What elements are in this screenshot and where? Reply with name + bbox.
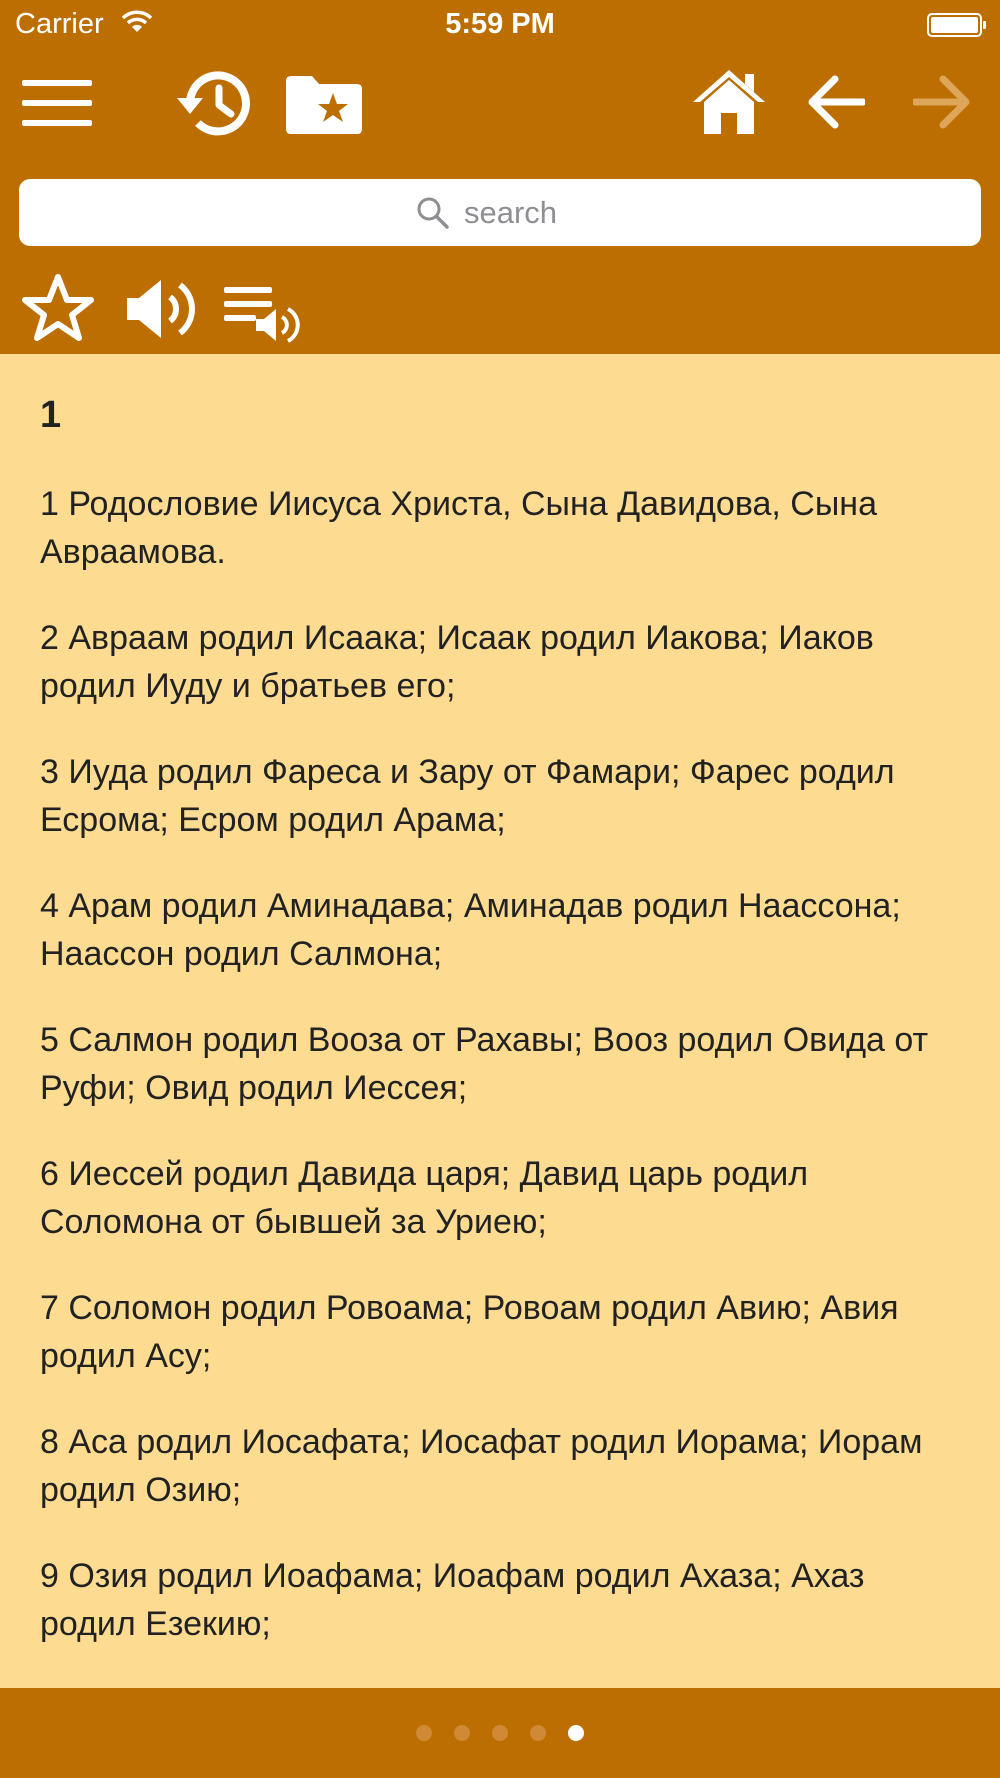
- chapter-number: 1: [40, 394, 62, 436]
- home-icon[interactable]: [693, 68, 765, 134]
- verse[interactable]: 6 Иессей родил Давида царя; Давид царь родил Соломона от бывшей за Уриею;: [40, 1155, 809, 1241]
- page-dot[interactable]: [416, 1725, 432, 1741]
- verse[interactable]: 2 Авраам родил Исаака; Исаак родил Иакова; Иаков родил Иуду и братьев его;: [40, 619, 874, 705]
- verse[interactable]: 7 Соломон родил Ровоама; Ровоам родил Авию; Авия родил Асу;: [40, 1289, 899, 1375]
- search-icon: [416, 196, 450, 230]
- carrier-label: Carrier: [15, 8, 104, 40]
- bookmarks-folder-icon[interactable]: [286, 74, 362, 134]
- verse[interactable]: 1 Родословие Иисуса Христа, Сына Давидова, Сына Авраамова.: [40, 485, 877, 571]
- verse[interactable]: 3 Иуда родил Фареса и Зару от Фамари; Фарес родил Есрома; Есром родил Арама;: [40, 753, 895, 839]
- chapter-content: [0, 354, 1000, 1688]
- battery-icon: [927, 13, 987, 37]
- search-bar[interactable]: [19, 179, 981, 246]
- forward-arrow-icon[interactable]: [913, 74, 971, 130]
- menu-icon[interactable]: [22, 78, 92, 128]
- app-header: [0, 50, 1000, 354]
- playlist-audio-icon[interactable]: [224, 283, 304, 345]
- verse[interactable]: 4 Арам родил Аминадава; Аминадав родил Наассона; Наассон родил Салмона;: [40, 887, 901, 973]
- verse[interactable]: 8 Аса родил Иосафата; Иосафат родил Иорама; Иорам родил Озию;: [40, 1423, 923, 1509]
- history-icon[interactable]: [176, 68, 254, 138]
- star-icon[interactable]: [22, 273, 94, 341]
- status-time: 5:59 PM: [445, 8, 555, 40]
- page-dot[interactable]: [454, 1725, 470, 1741]
- page-dot[interactable]: [492, 1725, 508, 1741]
- search-input[interactable]: [464, 195, 584, 231]
- page-indicator[interactable]: [0, 1725, 1000, 1741]
- verse[interactable]: 9 Озия родил Иоафама; Иоафам родил Ахаза; Ахаз родил Езекию;: [40, 1557, 865, 1643]
- speaker-icon[interactable]: [125, 275, 197, 343]
- verse[interactable]: 5 Салмон родил Вооза от Рахавы; Вооз родил Овида от Руфи; Овид родил Иессея;: [40, 1021, 929, 1107]
- page-dot[interactable]: [530, 1725, 546, 1741]
- page-footer: [0, 1688, 1000, 1778]
- back-arrow-icon[interactable]: [807, 74, 865, 130]
- status-bar: [0, 0, 1000, 50]
- page-dot[interactable]: [568, 1725, 584, 1741]
